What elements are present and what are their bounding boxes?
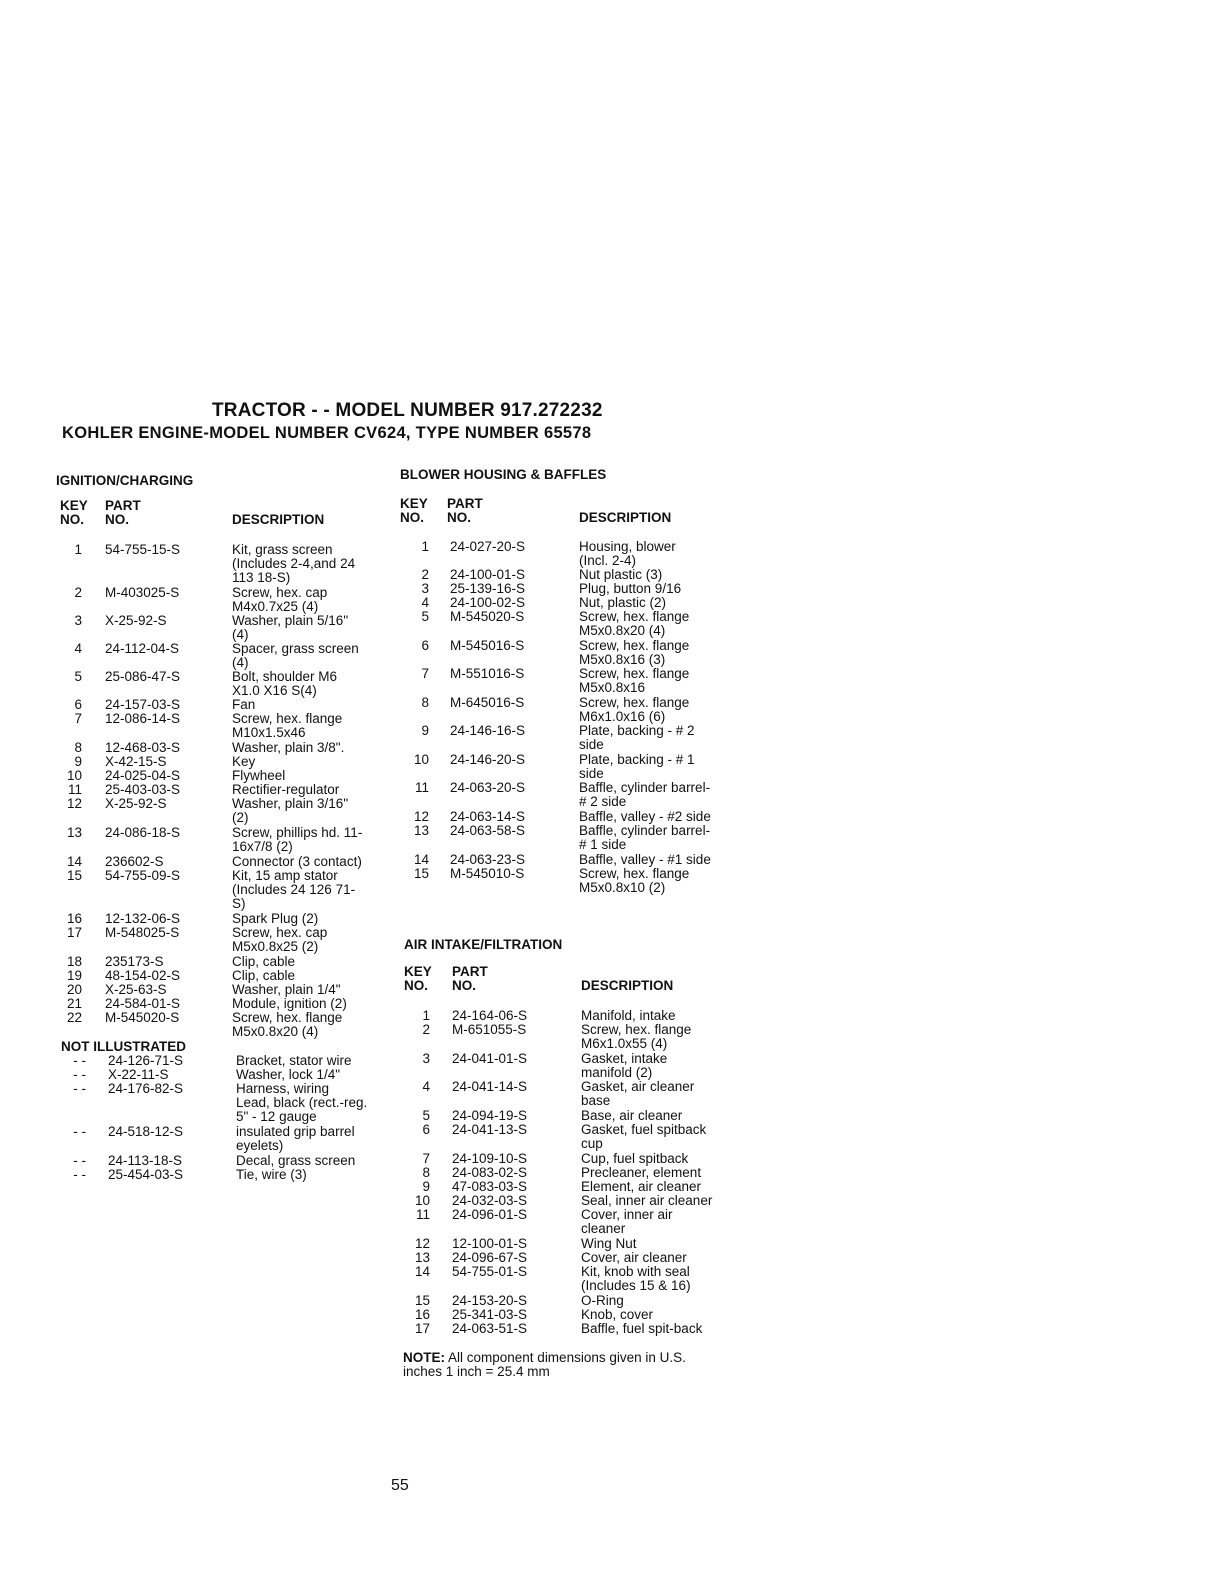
description: Gasket, intake manifold (2)	[581, 1051, 668, 1080]
key-no: 6	[422, 1122, 430, 1137]
description: Cover, air cleaner	[581, 1250, 687, 1265]
part-no: 24-032-03-S	[452, 1193, 528, 1208]
description: Clip, cable	[232, 968, 296, 983]
key-no: - -	[73, 1053, 86, 1068]
col-header-description: DESCRIPTION	[232, 512, 325, 527]
part-no: 25-454-03-S	[108, 1167, 184, 1182]
part-no: X-25-63-S	[105, 982, 167, 997]
part-no: M-403025-S	[105, 585, 180, 600]
part-no: X-22-11-S	[108, 1067, 169, 1082]
key-no: 5	[74, 669, 82, 684]
description: Plate, backing - # 1 side	[579, 752, 695, 781]
key-no: 1	[422, 1008, 430, 1023]
description: Baffle, cylinder barrel- # 2 side	[579, 780, 711, 809]
description: Cup, fuel spitback	[581, 1151, 689, 1166]
col-header-key-l1: KEY	[400, 496, 428, 511]
key-no: - -	[73, 1167, 86, 1182]
part-no: 24-146-20-S	[450, 752, 526, 767]
part-no: 48-154-02-S	[105, 968, 181, 983]
part-no: 47-083-03-S	[452, 1179, 528, 1194]
col-header-key	[400, 497, 428, 525]
key-no: 2	[74, 585, 82, 600]
description: Washer, plain 5/16" (4)	[232, 613, 349, 642]
key-no: 11	[415, 1207, 430, 1222]
section-title-air-intake: AIR INTAKE/FILTRATION	[404, 937, 563, 952]
key-no: 7	[421, 666, 429, 681]
key-no: 1	[74, 542, 82, 557]
col-header-part-l2: NO.	[447, 510, 472, 525]
description: Precleaner, element	[581, 1165, 702, 1180]
part-no: M-545010-S	[450, 866, 525, 881]
part-no: 24-063-58-S	[450, 823, 526, 838]
key-no: 19	[66, 968, 82, 983]
col-header-part-l1: PART	[452, 964, 488, 979]
description: Plug, button 9/16	[579, 581, 682, 596]
key-no: 8	[74, 740, 82, 755]
part-no: 24-063-14-S	[450, 809, 526, 824]
key-no: 3	[74, 613, 82, 628]
description: Bolt, shoulder M6 X1.0 X16 S(4)	[232, 669, 338, 698]
note-label: NOTE:	[403, 1350, 445, 1365]
description: Clip, cable	[232, 954, 296, 969]
part-no: 12-086-14-S	[105, 711, 181, 726]
description: Screw, phillips hd. 11- 16x7/8 (2)	[232, 825, 363, 854]
col-header-key	[60, 499, 88, 527]
part-no: 24-063-23-S	[450, 852, 526, 867]
note-text-line2: inches 1 inch = 25.4 mm	[403, 1364, 550, 1379]
description: Rectifier-regulator	[232, 782, 340, 797]
part-no: 25-403-03-S	[105, 782, 181, 797]
col-header-key-l2: NO.	[60, 512, 85, 527]
part-no: 24-027-20-S	[450, 539, 526, 554]
key-no: 12	[414, 1236, 430, 1251]
key-no: 22	[66, 1010, 82, 1025]
key-no: 13	[414, 1250, 430, 1265]
key-no: - -	[73, 1124, 86, 1139]
key-no: 9	[422, 1179, 430, 1194]
part-no: 24-153-20-S	[452, 1293, 528, 1308]
description: Screw, hex. flange M6x1.0x55 (4)	[581, 1022, 692, 1051]
description: Baffle, cylinder barrel- # 1 side	[579, 823, 711, 852]
part-no: 24-112-04-S	[105, 641, 180, 656]
description: Key	[232, 754, 256, 769]
key-no: 14	[413, 852, 429, 867]
part-no: M-545020-S	[450, 609, 525, 624]
part-no: 54-755-01-S	[452, 1264, 528, 1279]
key-no: 18	[66, 954, 82, 969]
part-no: 24-157-03-S	[105, 697, 181, 712]
key-no: 4	[74, 641, 82, 656]
description: Housing, blower (Incl. 2-4)	[579, 539, 676, 568]
description: O-Ring	[581, 1293, 624, 1308]
key-no: 2	[421, 567, 429, 582]
description: Gasket, air cleaner base	[581, 1079, 695, 1108]
key-no: 12	[413, 809, 429, 824]
description: Screw, hex. flange M10x1.5x46	[232, 711, 343, 740]
description: Screw, hex. cap M5x0.8x25 (2)	[232, 925, 328, 954]
description: Tie, wire (3)	[236, 1167, 307, 1182]
part-no: 12-468-03-S	[105, 740, 181, 755]
part-no: 24-083-02-S	[452, 1165, 528, 1180]
part-no: 24-094-19-S	[452, 1108, 528, 1123]
key-no: 14	[414, 1264, 430, 1279]
part-no: 24-176-82-S	[108, 1081, 184, 1096]
description: Decal, grass screen	[236, 1153, 356, 1168]
col-header-part-l1: PART	[447, 496, 483, 511]
part-no: X-25-92-S	[105, 796, 167, 811]
part-no: 235173-S	[105, 954, 164, 969]
description: Screw, hex. flange M5x0.8x10 (2)	[579, 866, 690, 895]
key-no: 17	[414, 1321, 430, 1336]
description: Screw, hex. flange M5x0.8x20 (4)	[232, 1010, 343, 1039]
description: Harness, wiring Lead, black (rect.-reg. 5" - 12 gauge	[236, 1081, 368, 1124]
key-no: 7	[422, 1151, 430, 1166]
col-header-part-l2: NO.	[105, 512, 130, 527]
key-no: 5	[421, 609, 429, 624]
description: Nut plastic (3)	[579, 567, 663, 582]
part-no: 12-132-06-S	[105, 911, 181, 926]
col-header-description: DESCRIPTION	[581, 978, 674, 993]
part-no: 24-100-01-S	[450, 567, 526, 582]
description: Screw, hex. flange M5x0.8x16	[579, 666, 690, 695]
description: Module, ignition (2)	[232, 996, 347, 1011]
description: Gasket, fuel spitback cup	[581, 1122, 707, 1151]
key-no: 15	[414, 1293, 430, 1308]
col-header-part-l1: PART	[105, 498, 141, 513]
key-no: 1	[421, 539, 429, 554]
key-no: 13	[413, 823, 429, 838]
key-no: 20	[66, 982, 82, 997]
key-no: 8	[421, 695, 429, 710]
key-no: - -	[73, 1081, 86, 1096]
description: Spacer, grass screen (4)	[232, 641, 359, 670]
description: Connector (3 contact)	[232, 854, 362, 869]
key-no: 12	[66, 796, 82, 811]
part-no: M-645016-S	[450, 695, 525, 710]
part-no: M-548025-S	[105, 925, 180, 940]
part-no: 24-113-18-S	[108, 1153, 183, 1168]
description: Baffle, valley - #2 side	[579, 809, 711, 824]
part-no: X-25-92-S	[105, 613, 167, 628]
part-no: 24-041-01-S	[452, 1051, 528, 1066]
note-text-line1: All component dimensions given in U.S.	[445, 1350, 686, 1365]
footnote	[403, 1351, 686, 1379]
col-header-part	[447, 497, 483, 525]
description: Baffle, fuel spit-back	[581, 1321, 703, 1336]
key-no: 9	[421, 723, 429, 738]
col-header-description: DESCRIPTION	[579, 510, 672, 525]
key-no: 11	[414, 780, 429, 795]
key-no: 15	[413, 866, 429, 881]
description: Washer, plain 1/4"	[232, 982, 341, 997]
description: insulated grip barrel eyelets)	[236, 1124, 355, 1153]
part-no: M-651055-S	[452, 1022, 527, 1037]
key-no: 6	[74, 697, 82, 712]
key-no: 16	[66, 911, 82, 926]
key-no: 3	[422, 1051, 430, 1066]
key-no: - -	[73, 1153, 86, 1168]
description: Washer, plain 3/8".	[232, 740, 345, 755]
key-no: 17	[66, 925, 82, 940]
description: Element, air cleaner	[581, 1179, 702, 1194]
key-no: 6	[421, 638, 429, 653]
key-no: 10	[66, 768, 82, 783]
description: Knob, cover	[581, 1307, 654, 1322]
key-no: 10	[414, 1193, 430, 1208]
part-no: 24-063-51-S	[452, 1321, 528, 1336]
description: Plate, backing - # 2 side	[579, 723, 695, 752]
key-no: 8	[422, 1165, 430, 1180]
description: Flywheel	[232, 768, 286, 783]
part-no: 24-063-20-S	[450, 780, 526, 795]
col-header-part	[105, 499, 141, 527]
col-header-key-l2: NO.	[404, 978, 429, 993]
page-title: TRACTOR - - MODEL NUMBER 917.272232	[212, 400, 603, 421]
key-no: 7	[74, 711, 82, 726]
part-no: M-545016-S	[450, 638, 525, 653]
part-no: 24-584-01-S	[105, 996, 181, 1011]
page-number: 55	[391, 1477, 409, 1494]
description: Nut, plastic (2)	[579, 595, 667, 610]
section-title-blower: BLOWER HOUSING & BAFFLES	[400, 467, 607, 482]
key-no: 14	[66, 854, 82, 869]
description: Wing Nut	[581, 1236, 637, 1251]
col-header-key-l1: KEY	[404, 964, 432, 979]
description: Screw, hex. flange M5x0.8x20 (4)	[579, 609, 690, 638]
part-no: 54-755-09-S	[105, 868, 181, 883]
description: Fan	[232, 697, 256, 712]
key-no: 16	[414, 1307, 430, 1322]
col-header-key-l1: KEY	[60, 498, 88, 513]
key-no: 5	[422, 1108, 430, 1123]
key-no: 3	[421, 581, 429, 596]
description: Screw, hex. cap M4x0.7x25 (4)	[232, 585, 328, 614]
part-no: 24-518-12-S	[108, 1124, 184, 1139]
col-header-part	[452, 965, 488, 993]
description: Bracket, stator wire	[236, 1053, 352, 1068]
description: Baffle, valley - #1 side	[579, 852, 711, 867]
part-no: M-551016-S	[450, 666, 525, 681]
section-title-ignition: IGNITION/CHARGING	[56, 473, 194, 488]
key-no: 21	[66, 996, 82, 1011]
part-no: 24-126-71-S	[108, 1053, 184, 1068]
part-no: 24-096-67-S	[452, 1250, 528, 1265]
description: Base, air cleaner	[581, 1108, 683, 1123]
part-no: 54-755-15-S	[105, 542, 181, 557]
description: Kit, knob with seal (Includes 15 & 16)	[581, 1264, 691, 1293]
part-no: 12-100-01-S	[452, 1236, 528, 1251]
description: Seal, inner air cleaner	[581, 1193, 713, 1208]
description: Cover, inner air cleaner	[581, 1207, 673, 1236]
col-header-part-l2: NO.	[452, 978, 477, 993]
part-no: 25-139-16-S	[450, 581, 526, 596]
part-no: 24-146-16-S	[450, 723, 526, 738]
key-no: 11	[67, 782, 82, 797]
part-no: 24-041-14-S	[452, 1079, 528, 1094]
page-subtitle: KOHLER ENGINE-MODEL NUMBER CV624, TYPE NUMBER 65578	[62, 424, 592, 442]
part-no: 24-041-13-S	[452, 1122, 528, 1137]
description: Kit, grass screen (Includes 2-4,and 24 113 18-S)	[232, 542, 356, 585]
description: Washer, plain 3/16" (2)	[232, 796, 349, 825]
key-no: - -	[73, 1067, 86, 1082]
key-no: 2	[422, 1022, 430, 1037]
part-no: 24-100-02-S	[450, 595, 526, 610]
part-no: 24-164-06-S	[452, 1008, 528, 1023]
key-no: 13	[66, 825, 82, 840]
part-no: 24-096-01-S	[452, 1207, 528, 1222]
key-no: 15	[66, 868, 82, 883]
col-header-key-l2: NO.	[400, 510, 425, 525]
part-no: 25-086-47-S	[105, 669, 181, 684]
part-no: 25-341-03-S	[452, 1307, 528, 1322]
description: Screw, hex. flange M5x0.8x16 (3)	[579, 638, 690, 667]
section-title-not-illustrated: NOT ILLUSTRATED	[61, 1039, 186, 1054]
part-no: M-545020-S	[105, 1010, 180, 1025]
part-no: 24-109-10-S	[452, 1151, 528, 1166]
key-no: 10	[413, 752, 429, 767]
description: Screw, hex. flange M6x1.0x16 (6)	[579, 695, 690, 724]
key-no: 4	[422, 1079, 430, 1094]
part-no: 24-086-18-S	[105, 825, 181, 840]
part-no: 236602-S	[105, 854, 164, 869]
key-no: 4	[421, 595, 429, 610]
col-header-key	[404, 965, 432, 993]
description: Spark Plug (2)	[232, 911, 319, 926]
description: Kit, 15 amp stator (Includes 24 126 71- S)	[232, 868, 356, 911]
part-no: X-42-15-S	[105, 754, 167, 769]
description: Washer, lock 1/4"	[236, 1067, 341, 1082]
description: Manifold, intake	[581, 1008, 676, 1023]
key-no: 9	[74, 754, 82, 769]
part-no: 24-025-04-S	[105, 768, 181, 783]
